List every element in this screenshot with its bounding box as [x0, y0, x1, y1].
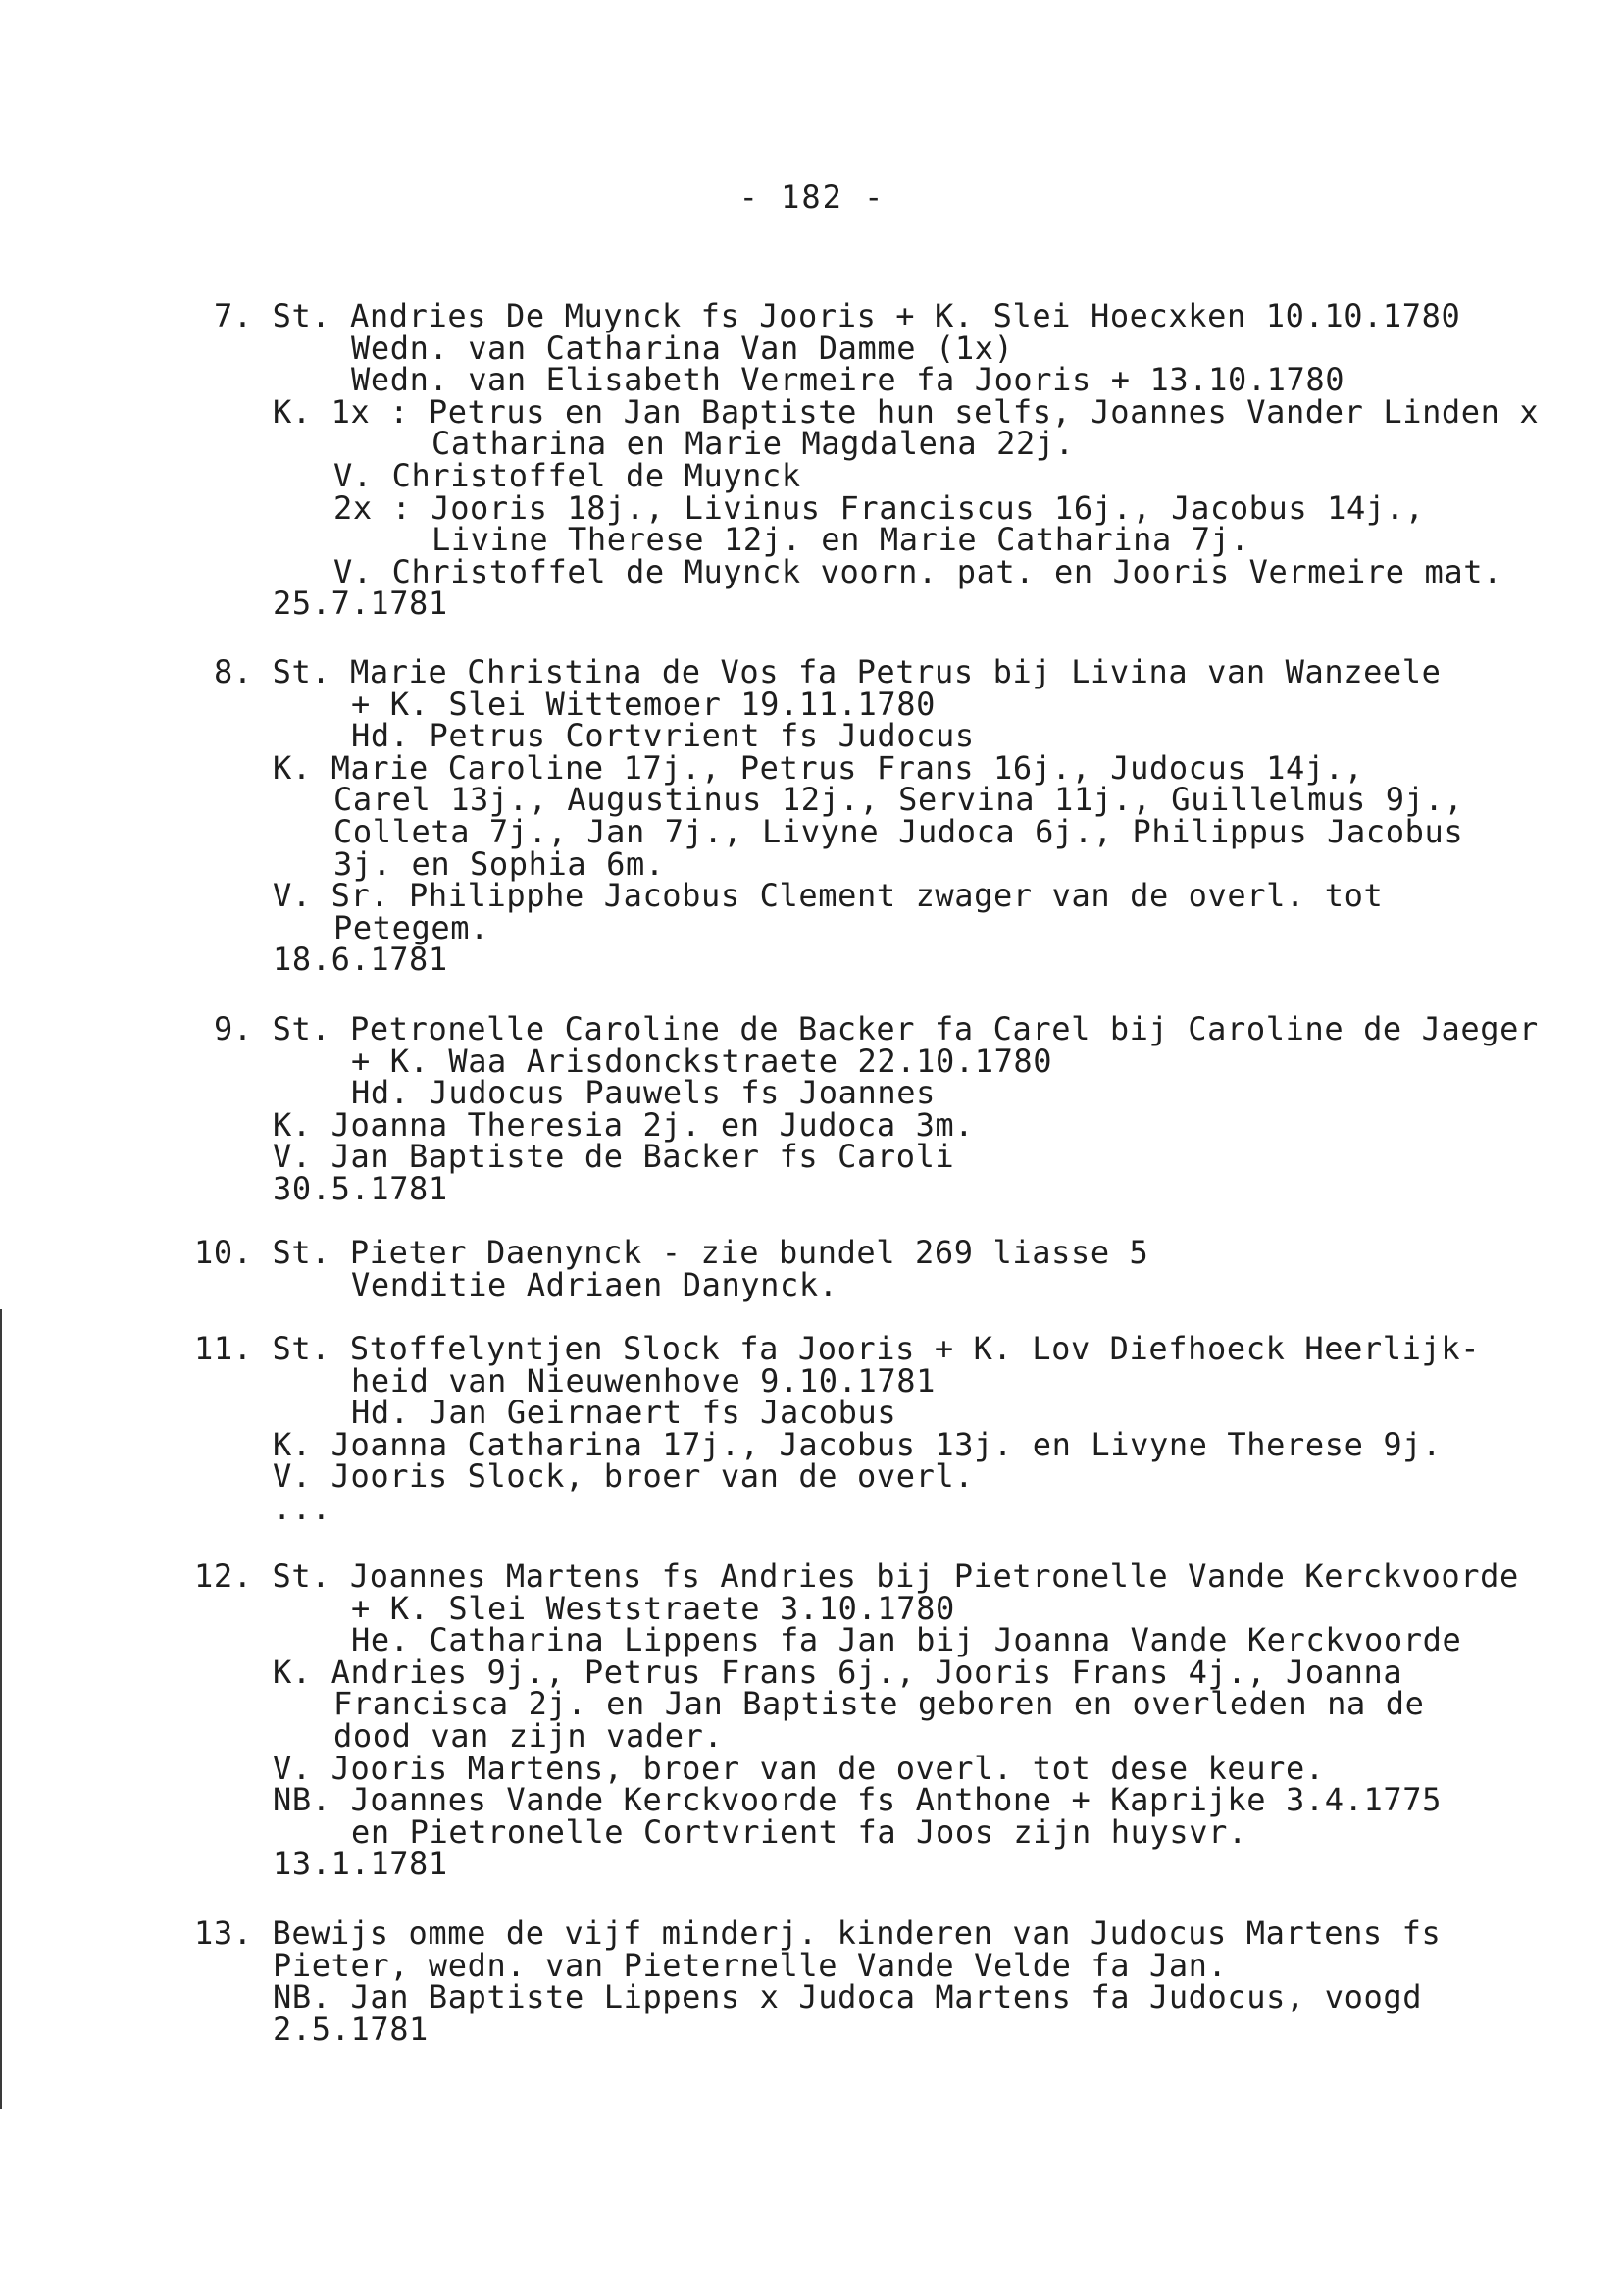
entry-line: Venditie Adriaen Danynck. — [351, 1266, 838, 1303]
entry-line: Francisca 2j. en Jan Baptiste geboren en overleden na de — [333, 1685, 1425, 1722]
entry-line: Hd. Judocus Pauwels fs Joannes — [351, 1074, 936, 1111]
entry-line: heid van Nieuwenhove 9.10.1781 — [351, 1362, 936, 1400]
entry-line: 10. St. Pieter Daenynck - zie bundel 269 liasse 5 — [194, 1234, 1149, 1271]
entry-line: + K. Slei Weststraete 3.10.1780 — [351, 1590, 955, 1627]
entry-line: 13.1.1781 — [273, 1845, 448, 1882]
entry-line: K. Joanna Theresia 2j. en Judoca 3m. — [273, 1106, 975, 1144]
entry-line: 8. St. Marie Christina de Vos fa Petrus bij Livina van Wanzeele — [214, 653, 1442, 690]
entry-line: Colleta 7j., Jan 7j., Livyne Judoca 6j., Philippus Jacobus — [333, 813, 1464, 850]
entry-line: Petegem. — [333, 909, 489, 946]
entry-line: 12. St. Joannes Martens fs Andries bij Pietronelle Vande Kerckvoorde — [194, 1557, 1519, 1595]
margin-rule — [0, 1309, 2, 2109]
entry-line: dood van zijn vader. — [333, 1717, 724, 1755]
entry-line: 18.6.1781 — [273, 941, 448, 978]
entry-line: K. Andries 9j., Petrus Frans 6j., Jooris Frans 4j., Joanna — [273, 1654, 1403, 1691]
page-number: - 182 - — [738, 178, 886, 216]
entry-line: V. Jooris Martens, broer van de overl. tot dese keure. — [273, 1750, 1325, 1787]
entry-line: V. Christoffel de Muynck — [333, 457, 801, 494]
entry-line: K. Marie Caroline 17j., Petrus Frans 16j., Judocus 14j., — [273, 749, 1364, 787]
entry-line: + K. Slei Wittemoer 19.11.1780 — [351, 686, 936, 723]
entry-line: 2x : Jooris 18j., Livinus Franciscus 16j., Jacobus 14j., — [333, 489, 1425, 527]
entry-line: V. Christoffel de Muynck voorn. pat. en Jooris Vermeire mat. — [333, 553, 1502, 590]
entry-line: 2.5.1781 — [273, 2011, 429, 2048]
entry-line: + K. Waa Arisdonckstraete 22.10.1780 — [351, 1043, 1053, 1080]
entry-line: ... — [273, 1490, 331, 1527]
entry-line: Livine Therese 12j. en Marie Catharina 7j. — [431, 521, 1250, 558]
entry-line: en Pietronelle Cortvrient fa Joos zijn huysvr. — [351, 1813, 1247, 1851]
entry-line: 7. St. Andries De Muynck fs Jooris + K. Slei Hoecxken 10.10.1780 — [214, 297, 1461, 334]
entry-line: NB. Jan Baptiste Lippens x Judoca Martens fa Judocus, voogd — [273, 1978, 1423, 2015]
entry-line: V. Sr. Philipphe Jacobus Clement zwager van de overl. tot — [273, 877, 1384, 914]
entry-line: Catharina en Marie Magdalena 22j. — [431, 425, 1075, 462]
entry-line: Pieter, wedn. van Pieternelle Vande Velde fa Jan. — [273, 1947, 1228, 1984]
entry-line: 25.7.1781 — [273, 585, 448, 622]
entry-line: Wedn. van Catharina Van Damme (1x) — [351, 330, 1014, 367]
entry-line: Carel 13j., Augustinus 12j., Servina 11j., Guillelmus 9j., — [333, 781, 1464, 818]
entry-line: V. Jan Baptiste de Backer fs Caroli — [273, 1138, 955, 1175]
entry-line: 11. St. Stoffelyntjen Slock fa Jooris + K. Lov Diefhoeck Heerlijk- — [194, 1330, 1481, 1367]
entry-line: Wedn. van Elisabeth Vermeire fa Jooris + 13.10.1780 — [351, 361, 1345, 398]
entry-line: K. Joanna Catharina 17j., Jacobus 13j. en Livyne Therese 9j. — [273, 1426, 1442, 1463]
entry-line: 13. Bewijs omme de vijf minderj. kinderen van Judocus Martens fs — [194, 1914, 1442, 1952]
entry-line: 3j. en Sophia 6m. — [333, 845, 665, 883]
entry-line: V. Jooris Slock, broer van de overl. — [273, 1457, 975, 1495]
entry-line: 30.5.1781 — [273, 1170, 448, 1207]
entry-line: K. 1x : Petrus en Jan Baptiste hun selfs, Joannes Vander Linden x — [273, 393, 1540, 431]
entry-line: Hd. Petrus Cortvrient fs Judocus — [351, 717, 975, 754]
entry-line: 9. St. Petronelle Caroline de Backer fa Carel bij Caroline de Jaeger — [214, 1010, 1539, 1047]
entry-line: Hd. Jan Geirnaert fs Jacobus — [351, 1394, 897, 1431]
entry-line: He. Catharina Lippens fa Jan bij Joanna Vande Kerckvoorde — [351, 1621, 1462, 1658]
entry-line: NB. Joannes Vande Kerckvoorde fs Anthone + Kaprijke 3.4.1775 — [273, 1781, 1442, 1818]
